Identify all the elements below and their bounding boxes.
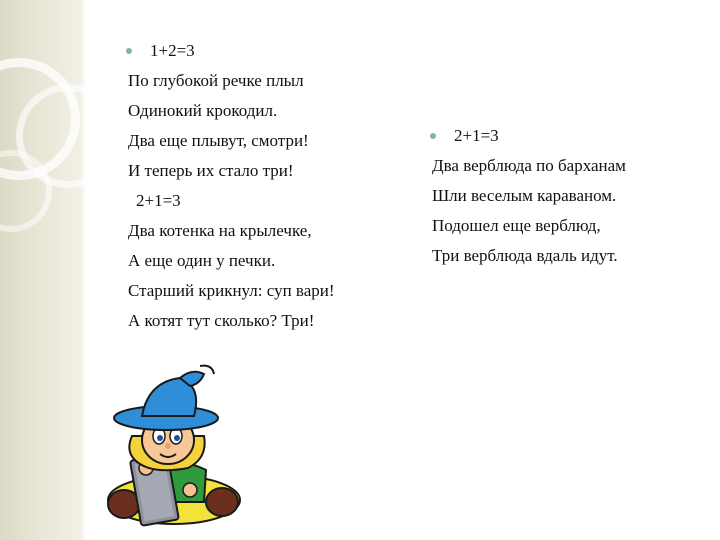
poem-line: Три верблюда вдаль идут. xyxy=(432,246,618,265)
bullet-icon xyxy=(126,48,132,54)
poem-line: А котят тут сколько? Три! xyxy=(128,311,315,330)
left-poem-column xyxy=(128,36,335,336)
cartoon-boy-icon xyxy=(104,362,242,532)
poem-line: Два котенка на крылечке, xyxy=(128,221,312,240)
cartoon-boy-illustration xyxy=(104,362,242,532)
poem-line: А еще один у печки. xyxy=(128,251,276,270)
poem-line: Два верблюда по барханам xyxy=(432,156,626,175)
poem-line: По глубокой речке плыл xyxy=(128,71,304,90)
decorative-side-panel xyxy=(0,0,86,540)
poem-equation-line: 2+1=3 xyxy=(136,191,181,210)
poem-line: Два еще плывут, смотри! xyxy=(128,131,309,150)
left-bullet-heading-row xyxy=(128,36,335,66)
right-bullet-heading-row xyxy=(432,121,626,151)
right-poem-column xyxy=(432,121,626,271)
poem-line: Старший крикнул: суп вари! xyxy=(128,281,335,300)
poem-line: И теперь их стало три! xyxy=(128,161,294,180)
right-bullet-heading: 2+1=3 xyxy=(454,126,499,145)
poem-line: Шли веселым караваном. xyxy=(432,186,617,205)
left-bullet-heading: 1+2=3 xyxy=(150,41,195,60)
poem-line: Подошел еще верблюд, xyxy=(432,216,601,235)
bullet-icon xyxy=(430,133,436,139)
poem-line: Одинокий крокодил. xyxy=(128,101,278,120)
